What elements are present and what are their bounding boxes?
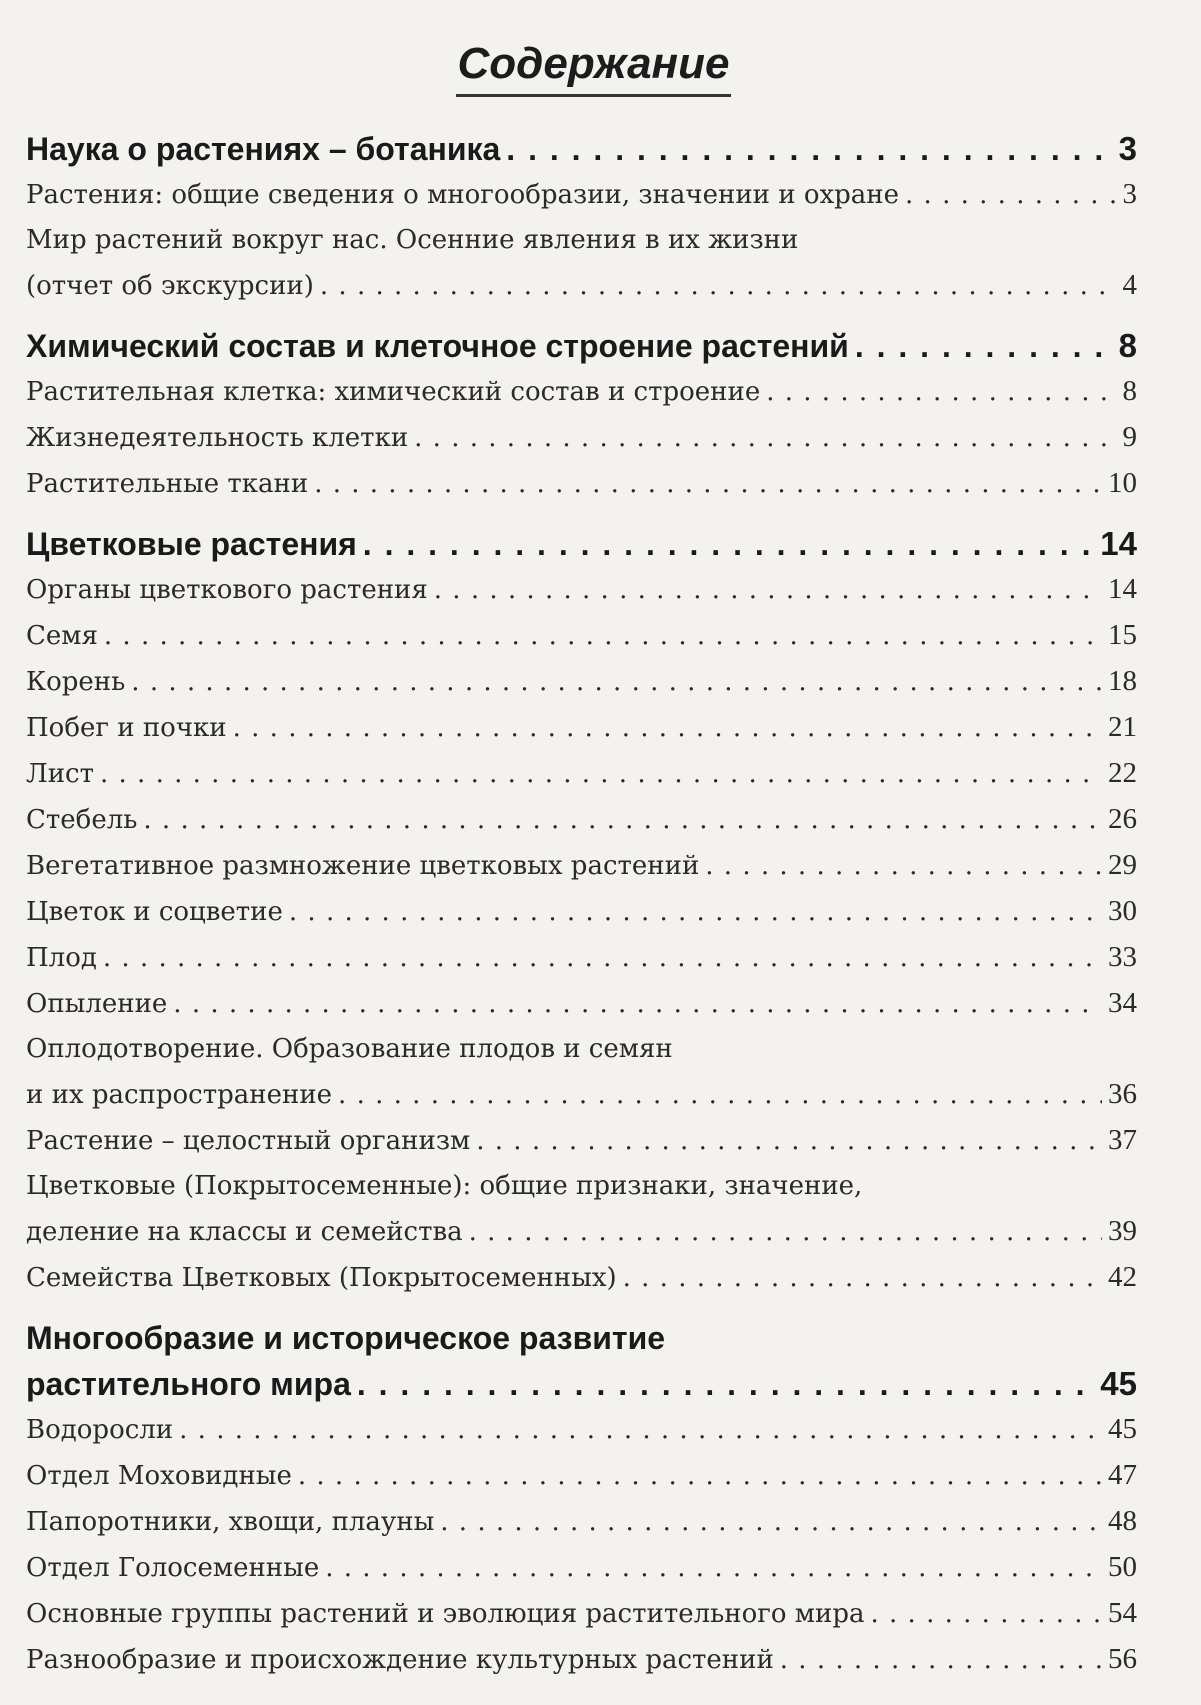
dot-leader [131,660,1102,705]
toc-entry[interactable] [26,981,1137,1027]
toc-entry-text: Вегетативное размножение цветковых растений [26,851,700,881]
toc-entry[interactable] [26,1499,1137,1545]
toc-entry-text: и их распространение [26,1080,333,1110]
page-number: 39 [1108,1215,1137,1247]
section-heading-line: Многообразие и историческое развитие [26,1320,666,1356]
page-number: 3 [1118,130,1137,167]
dot-leader [440,1500,1102,1545]
page-number: 48 [1108,1505,1137,1537]
toc-entry[interactable] [26,369,1137,415]
section-heading-text: Химический состав и клеточное строение растений [26,328,849,364]
toc-entry[interactable] [26,415,1137,461]
section-heading[interactable] [26,521,1137,567]
table-of-contents [26,126,1137,1683]
toc-entry[interactable] [26,1591,1137,1637]
page-number: 26 [1108,803,1137,835]
toc-entry[interactable] [26,889,1137,935]
page-number: 22 [1108,757,1137,789]
dot-leader [363,521,1095,567]
section-heading-text: Цветковые растения [26,526,357,562]
toc-entry-text: Лист [26,759,94,789]
page-number: 47 [1108,1459,1137,1491]
dot-leader [314,462,1102,507]
dot-leader [289,890,1102,935]
toc-entry[interactable] [26,172,1137,218]
dot-leader [469,1210,1102,1255]
toc-entry-text: (отчет об экскурсии) [26,271,314,301]
page-number: 4 [1122,269,1137,301]
toc-entry[interactable] [26,751,1137,797]
toc-entry[interactable] [26,1118,1137,1164]
toc-entry-text: Органы цветкового растения [26,575,428,605]
page-number: 50 [1108,1551,1137,1583]
toc-entry-text: Плод [26,943,97,973]
toc-entry[interactable] [26,935,1137,981]
dot-leader [100,752,1102,797]
page-number: 10 [1108,467,1137,499]
toc-entry-text: Папоротники, хвощи, плауны [26,1507,435,1537]
dot-leader [506,126,1112,172]
toc-entry-text: Семейства Цветковых (Покрытосеменных) [26,1263,617,1293]
toc-entry-line: Оплодотворение. Образование плодов и семян [26,1034,673,1064]
page-number: 34 [1108,987,1137,1019]
toc-entry-text: Отдел Голосеменные [26,1553,320,1583]
dot-leader [434,568,1102,613]
page-number: 45 [1100,1365,1137,1402]
toc-entry[interactable] [26,1209,1137,1255]
toc-entry-text: Опыление [26,989,168,1019]
toc-entry[interactable] [26,1072,1137,1118]
page-number: 18 [1108,665,1137,697]
toc-section [26,1315,1137,1683]
toc-entry[interactable] [26,797,1137,843]
page-number: 33 [1108,941,1137,973]
page-number: 8 [1122,375,1137,407]
toc-entry-text: Растения: общие сведения о многообразии, значении и охране [26,180,900,210]
page-number: 56 [1108,1643,1137,1675]
toc-entry-text: Растительная клетка: химический состав и строение [26,377,761,407]
toc-entry[interactable] [26,1255,1137,1301]
page-number: 9 [1122,421,1137,453]
dot-leader [320,264,1117,309]
toc-entry-text: Корень [26,667,126,697]
section-heading[interactable] [26,126,1137,172]
page-number: 30 [1108,895,1137,927]
dot-leader [870,1592,1102,1637]
toc-entry-text: Отдел Моховидные [26,1461,292,1491]
toc-entry[interactable] [26,263,1137,309]
dot-leader [325,1546,1102,1591]
toc-section [26,521,1137,1301]
dot-leader [766,370,1116,415]
toc-entry-text: Растительные ткани [26,469,309,499]
toc-entry[interactable] [26,659,1137,705]
dot-leader [233,706,1102,751]
toc-entry-text: Основные группы растений и эволюция растительного мира [26,1599,865,1629]
section-heading[interactable] [26,323,1137,369]
toc-entry-text: Разнообразие и происхождение культурных растений [26,1645,774,1675]
toc-entry[interactable] [26,1453,1137,1499]
dot-leader [705,844,1102,889]
toc-entry[interactable] [26,843,1137,889]
toc-entry[interactable] [26,1637,1137,1683]
toc-entry-line: Цветковые (Покрытосеменные): общие признаки, значение, [26,1171,863,1201]
page-number: 15 [1108,619,1137,651]
page-number: 3 [1122,178,1137,210]
dot-leader [905,173,1116,218]
dot-leader [414,416,1116,461]
toc-section [26,126,1137,309]
section-heading[interactable] [26,1361,1137,1407]
toc-entry[interactable] [26,705,1137,751]
dot-leader [103,936,1102,981]
dot-leader [855,323,1113,369]
page-number: 29 [1108,849,1137,881]
toc-entry-text: Водоросли [26,1415,174,1445]
dot-leader [476,1119,1102,1164]
dot-leader [104,614,1102,659]
toc-entry-text: Побег и почки [26,713,227,743]
page-number: 8 [1118,327,1137,364]
section-heading-text: растительного мира [26,1366,351,1402]
toc-entry[interactable] [26,461,1137,507]
toc-entry[interactable] [26,1545,1137,1591]
dot-leader [143,798,1102,843]
page-number: 45 [1108,1413,1137,1445]
page-number: 37 [1108,1124,1137,1156]
toc-entry-line: Мир растений вокруг нас. Осенние явления в их жизни [26,225,799,255]
toc-entry-text: Цветок и соцветие [26,897,283,927]
toc-entry[interactable] [26,613,1137,659]
toc-section [26,323,1137,507]
dot-leader [173,982,1102,1027]
page-number: 36 [1108,1078,1137,1110]
dot-leader [338,1073,1102,1118]
toc-entry-text: Жизнедеятельность клетки [26,423,409,453]
dot-leader [179,1408,1102,1453]
page-number: 21 [1108,711,1137,743]
page-number: 42 [1108,1261,1137,1293]
section-heading-text: Наука о растениях – ботаника [26,131,501,167]
toc-entry-text: Стебель [26,805,138,835]
dot-leader [298,1454,1102,1499]
dot-leader [780,1638,1102,1683]
page-number: 14 [1108,573,1137,605]
dot-leader [623,1256,1102,1301]
page-number: 14 [1100,525,1137,562]
page-number: 54 [1108,1597,1137,1629]
title-wrap [50,36,1137,120]
toc-entry-text: Растение – целостный организм [26,1126,471,1156]
toc-entry-text: деление на классы и семейства [26,1217,463,1247]
dot-leader [357,1361,1094,1407]
page-title: Содержание [456,36,732,97]
toc-entry[interactable] [26,567,1137,613]
toc-entry[interactable] [26,1407,1137,1453]
toc-entry-text: Семя [26,621,98,651]
